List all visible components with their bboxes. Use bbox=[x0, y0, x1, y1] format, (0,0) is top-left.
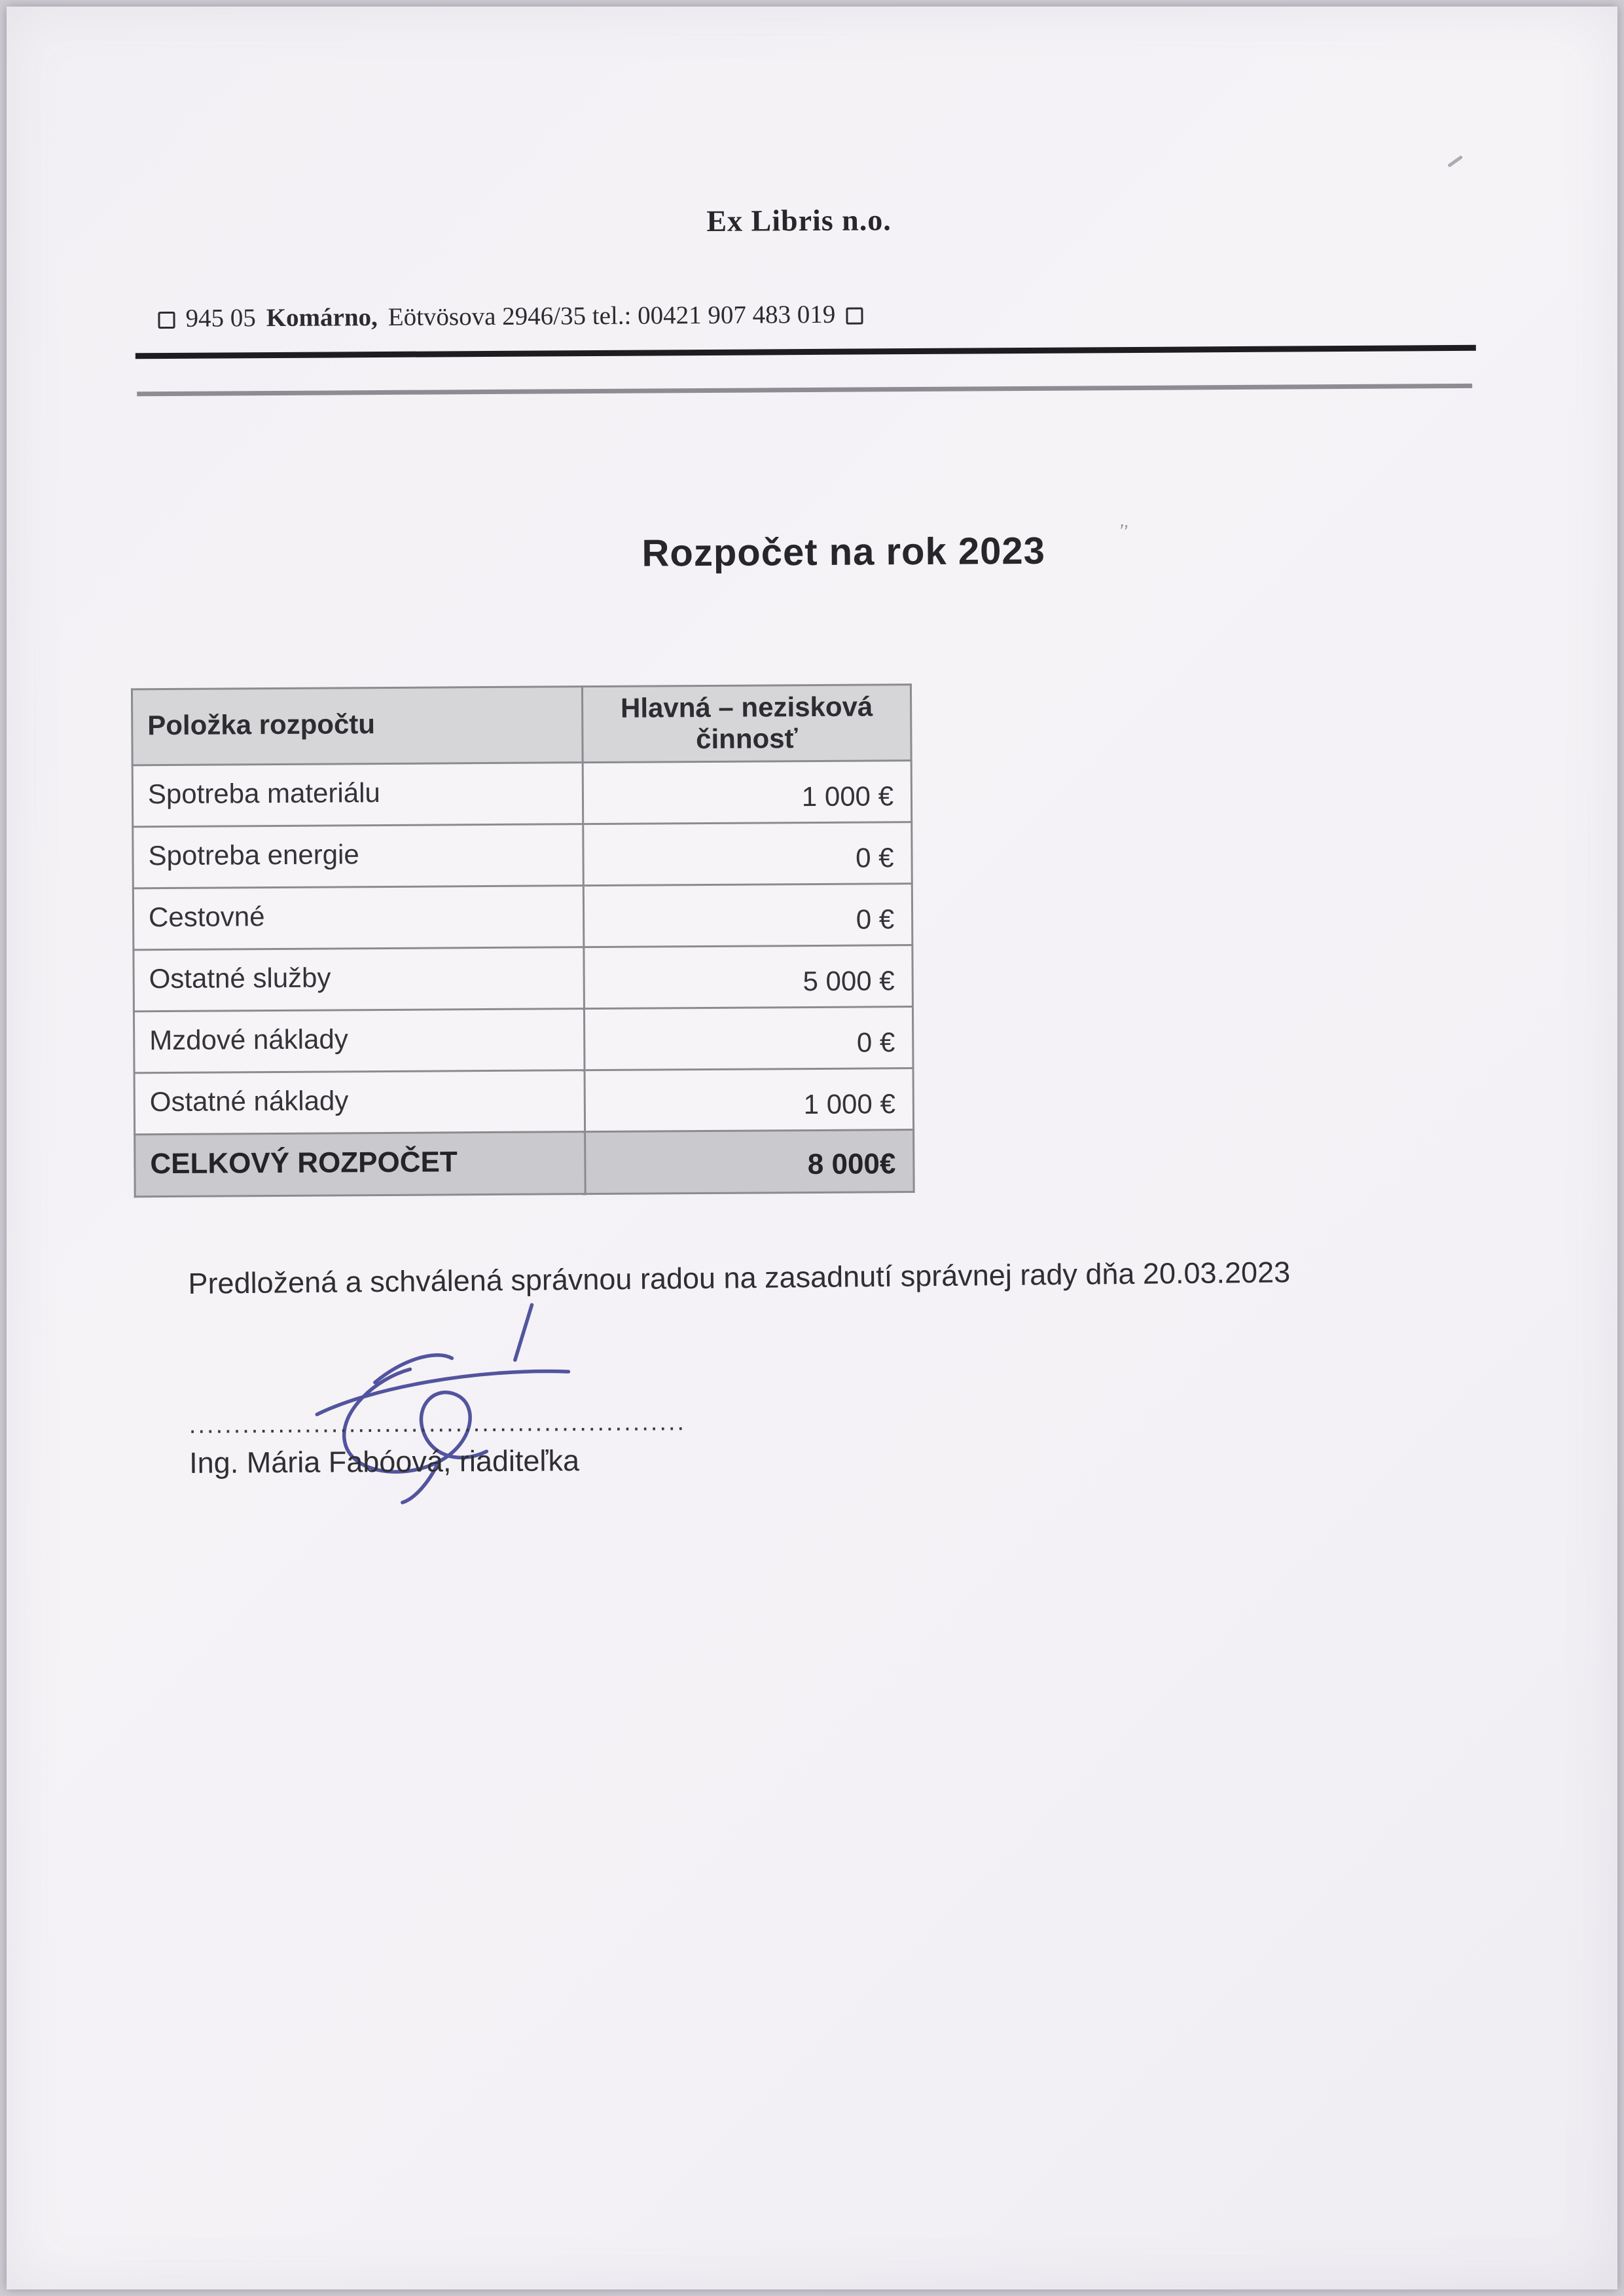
row-label: Ostatné náklady bbox=[134, 1070, 585, 1134]
table-header-row bbox=[132, 685, 911, 765]
document-title: Rozpočet na rok 2023 bbox=[641, 529, 1046, 575]
signature-stroke bbox=[511, 1305, 536, 1360]
address-city: Komárno, bbox=[266, 303, 378, 333]
column-header-item: Položka rozpočtu bbox=[132, 687, 583, 765]
row-value: 0 € bbox=[583, 822, 912, 885]
row-label: Cestovné bbox=[133, 885, 584, 949]
row-label: Spotreba materiálu bbox=[132, 762, 583, 826]
address-postal: 945 05 bbox=[185, 304, 256, 333]
total-label: CELKOVÝ ROZPOČET bbox=[135, 1131, 586, 1196]
organization-name: Ex Libris n.o. bbox=[706, 203, 892, 238]
row-label: Mzdové náklady bbox=[134, 1008, 585, 1072]
row-value: 0 € bbox=[584, 1006, 913, 1070]
column-header-activity: Hlavná – nezisková činnosť bbox=[582, 685, 911, 763]
row-label: Spotreba energie bbox=[133, 824, 584, 888]
signatory-name: Ing. Mária Fabóová, riaditeľka bbox=[189, 1444, 580, 1480]
divider-black bbox=[135, 345, 1476, 359]
address-street-phone: Eötvösova 2946/35 tel.: 00421 907 483 019 bbox=[388, 300, 836, 331]
scan-tilt-layer bbox=[7, 7, 1617, 2289]
address-line bbox=[158, 300, 863, 334]
table-row bbox=[133, 883, 912, 949]
row-value: 0 € bbox=[583, 883, 912, 947]
signature-dotted-line: ........................................................ bbox=[189, 1408, 687, 1439]
scan-artifact-smudge bbox=[1447, 155, 1463, 168]
table-total-row bbox=[135, 1129, 914, 1196]
table-row bbox=[132, 760, 912, 826]
row-value: 1 000 € bbox=[585, 1068, 914, 1131]
approval-text: Predložená a schválená správnou radou na zasadnutí správnej rady dňa 20.03.2023 bbox=[188, 1255, 1291, 1301]
divider-gray bbox=[137, 384, 1472, 396]
square-bullet-icon-right bbox=[846, 307, 863, 324]
total-value: 8 000€ bbox=[585, 1129, 914, 1194]
row-value: 5 000 € bbox=[584, 945, 913, 1008]
budget-table bbox=[131, 683, 915, 1197]
table-row bbox=[134, 1068, 914, 1134]
row-value: 1 000 € bbox=[583, 760, 912, 824]
row-label: Ostatné služby bbox=[134, 947, 585, 1011]
table-row bbox=[133, 822, 912, 888]
square-bullet-icon-left bbox=[158, 311, 175, 328]
scanned-page bbox=[7, 7, 1617, 2289]
table-row bbox=[134, 945, 913, 1011]
table-row bbox=[134, 1006, 913, 1072]
scan-artifact-mark: ʼʼ bbox=[1116, 521, 1130, 545]
